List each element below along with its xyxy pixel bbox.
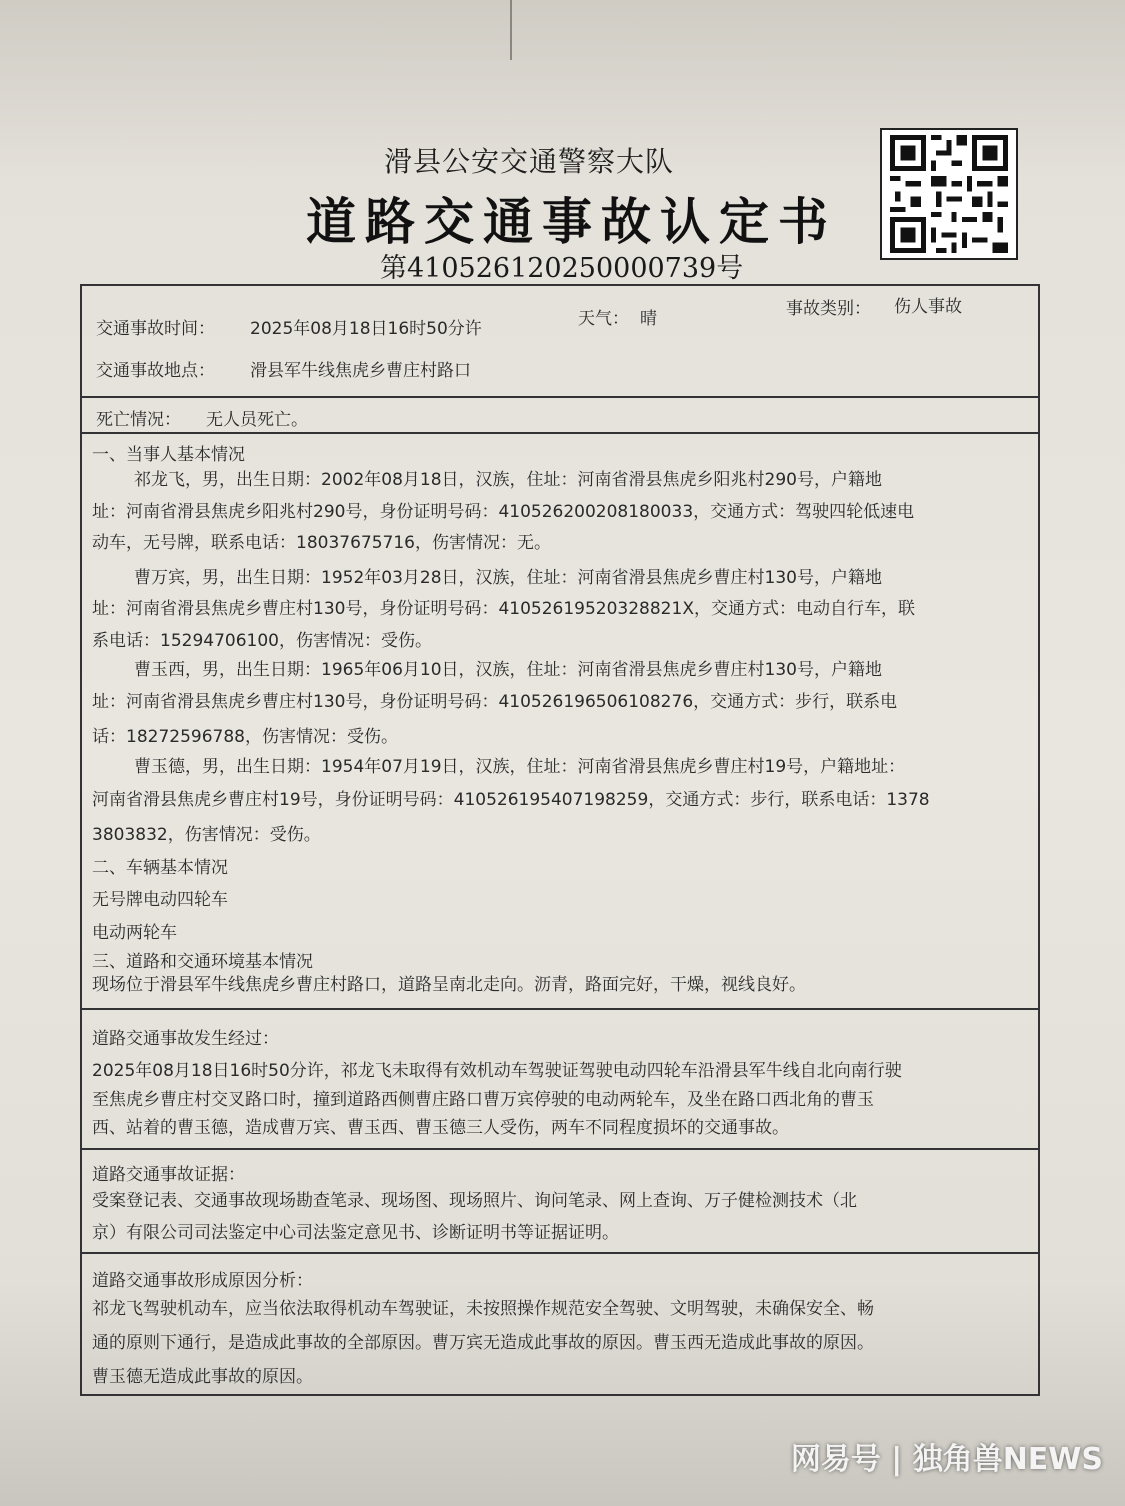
- process-line: 至焦虎乡曹庄村交叉路口时，撞到道路西侧曹庄路口曹万宾停驶的电动两轮车，及坐在路口西北角的曹玉: [92, 1090, 874, 1110]
- vehicles-heading: 二、车辆基本情况: [92, 858, 228, 878]
- party-line: 祁龙飞，男，出生日期：2002年08月18日，汉族，住址：河南省滑县焦虎乡阳兆村290号，户籍地: [134, 470, 882, 490]
- road-text: 现场位于滑县军牛线焦虎乡曹庄村路口，道路呈南北走向。沥青，路面完好，干燥，视线良好。: [92, 975, 806, 995]
- process-heading: 道路交通事故发生经过：: [92, 1029, 279, 1049]
- party-line: 址：河南省滑县焦虎乡阳兆村290号，身份证明号码：410526200208180033，交通方式：驾驶四轮低速电: [92, 502, 915, 522]
- qr-code-icon: [880, 128, 1018, 260]
- party-line: 河南省滑县焦虎乡曹庄村19号，身份证明号码：410526195407198259，交通方式：步行，联系电话：1378: [92, 790, 930, 810]
- divider-line: [82, 1148, 1038, 1150]
- accident-category-label: 事故类别：: [786, 299, 871, 319]
- vehicle-item: 电动两轮车: [92, 923, 177, 943]
- evidence-heading: 道路交通事故证据：: [92, 1165, 245, 1185]
- party-line: 系电话：15294706100，伤害情况：受伤。: [92, 631, 432, 651]
- accident-location-label: 交通事故地点：: [96, 361, 215, 381]
- divider-line: [82, 432, 1038, 434]
- vehicle-item: 无号牌电动四轮车: [92, 890, 228, 910]
- process-line: 西、站着的曹玉德，造成曹万宾、曹玉西、曹玉德三人受伤，两车不同程度损坏的交通事故。: [92, 1118, 789, 1138]
- parties-heading: 一、当事人基本情况: [92, 445, 245, 465]
- accident-time-label: 交通事故时间：: [96, 319, 215, 339]
- party-line: 曹玉西，男，出生日期：1965年06月10日，汉族，住址：河南省滑县焦虎乡曹庄村130号，户籍地: [134, 660, 882, 680]
- document-title: 道路交通事故认定书: [306, 192, 837, 251]
- party-line: 址：河南省滑县焦虎乡曹庄村130号，身份证明号码：410526196506108276，交通方式：步行，联系电: [92, 692, 898, 712]
- source-watermark: 网易号 | 独角兽NEWS: [790, 1442, 1103, 1477]
- analysis-line: 通的原则下通行，是造成此事故的全部原因。曹万宾无造成此事故的原因。曹玉西无造成此事故的原因。: [92, 1333, 874, 1353]
- issuing-agency: 滑县公安交通警察大队: [384, 145, 675, 178]
- weather-label: 天气：: [578, 309, 629, 329]
- party-line: 曹玉德，男，出生日期：1954年07月19日，汉族，住址：河南省滑县焦虎乡曹庄村19号，户籍地址：: [134, 757, 906, 777]
- death-status-label: 死亡情况：: [96, 410, 181, 430]
- death-status-value: 无人员死亡。: [206, 410, 308, 430]
- weather-value: 晴: [640, 309, 657, 329]
- accident-time-value: 2025年08月18日16时50分许: [250, 319, 482, 339]
- paper-fold-line: [510, 0, 512, 60]
- divider-line: [82, 396, 1038, 398]
- analysis-line: 曹玉德无造成此事故的原因。: [92, 1367, 313, 1387]
- analysis-line: 祁龙飞驾驶机动车，应当依法取得机动车驾驶证，未按照操作规范安全驾驶、文明驾驶，未确保安全、畅: [92, 1299, 874, 1319]
- document-number: 第410526120250000739号: [380, 253, 744, 284]
- accident-location-value: 滑县军牛线焦虎乡曹庄村路口: [250, 361, 471, 381]
- evidence-line: 京）有限公司司法鉴定中心司法鉴定意见书、诊断证明书等证据证明。: [92, 1223, 619, 1243]
- divider-line: [82, 1252, 1038, 1254]
- divider-line: [82, 1008, 1038, 1010]
- analysis-heading: 道路交通事故形成原因分析：: [92, 1271, 313, 1291]
- party-line: 曹万宾，男，出生日期：1952年03月28日，汉族，住址：河南省滑县焦虎乡曹庄村130号，户籍地: [134, 568, 882, 588]
- evidence-line: 受案登记表、交通事故现场勘查笔录、现场图、现场照片、询问笔录、网上查询、万子健检测技术（北: [92, 1191, 857, 1211]
- party-line: 动车，无号牌，联系电话：18037675716，伤害情况：无。: [92, 533, 551, 553]
- party-line: 话：18272596788，伤害情况：受伤。: [92, 727, 398, 747]
- party-line: 址：河南省滑县焦虎乡曹庄村130号，身份证明号码：41052619520328821X，交通方式：电动自行车，联: [92, 599, 915, 619]
- process-line: 2025年08月18日16时50分许，祁龙飞未取得有效机动车驾驶证驾驶电动四轮车沿滑县军牛线自北向南行驶: [92, 1061, 902, 1081]
- party-line: 3803832，伤害情况：受伤。: [92, 825, 321, 845]
- accident-category-value: 伤人事故: [894, 297, 962, 317]
- road-heading: 三、道路和交通环境基本情况: [92, 952, 313, 972]
